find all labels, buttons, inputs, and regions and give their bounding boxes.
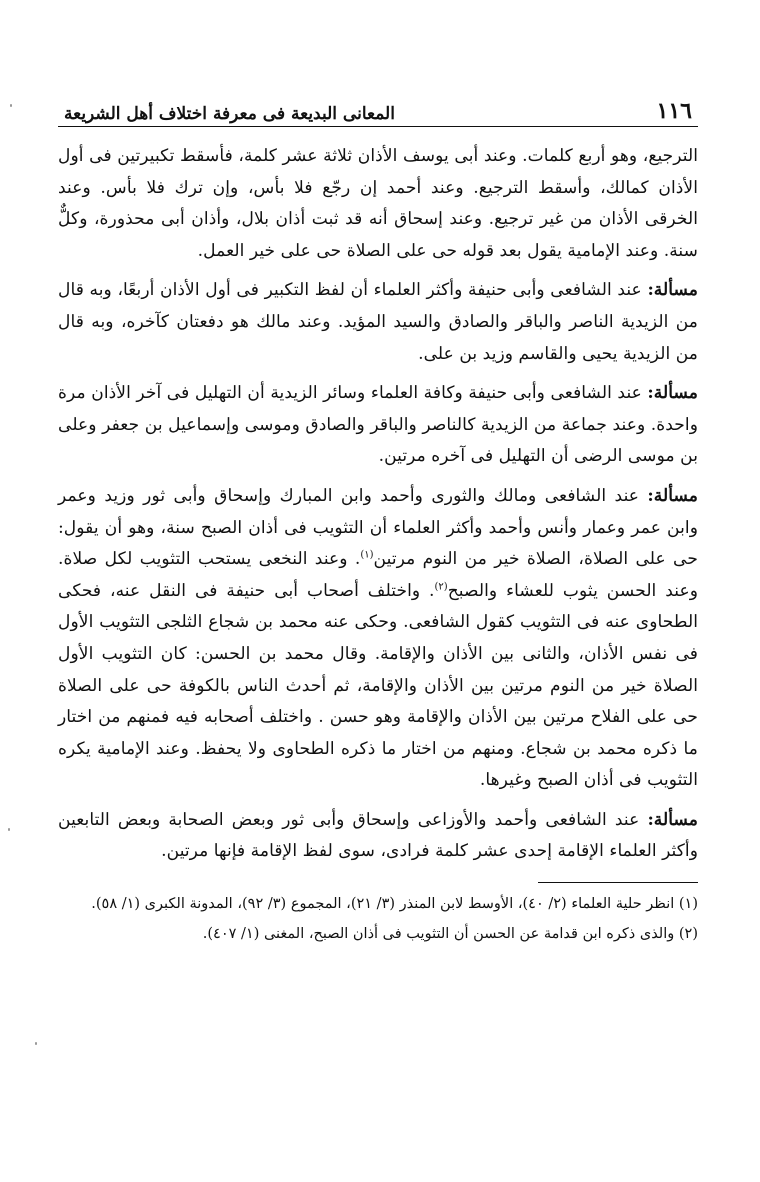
- issue-label: مسألة:: [647, 809, 699, 830]
- scan-speck: [8, 828, 10, 831]
- footnote-1: (١) انظر حلية العلماء (٢/ ٤٠)، الأوسط لابن المنذر (٣/ ٢١)، المجموع (٣/ ٩٢)، المدونة الكبرى (١/ ٥٨).: [91, 896, 698, 913]
- scan-speck: [35, 1042, 37, 1045]
- scan-speck: [10, 104, 12, 107]
- paragraph-5: [58, 805, 698, 868]
- footnote-ref-2[interactable]: (٢): [434, 580, 448, 592]
- issue-label: مسألة:: [647, 383, 698, 404]
- paragraph-text: . واختلف أصحاب أبى حنيفة فى النقل عنه، فحكى الطحاوى عنه فى التثويب كقول الشافعى. وحكى عنه محمد بن شجاع الثلجى التثويب الأول فى نفس الأذان، والثانى بين الأذان والإقامة. وقال محمد بن الحسن: كان التثويب الأول الصلاة خير من النوم مرتين بين الأذان والإقامة، ثم أحدث الناس بالكوفة حى على الصلاة حى على الفلاح مرتين بين الأذان والإقامة وهو حسن . واختلف أصحابه فيه فمنهم من اختار ما ذكره محمد بن شجاع. ومنهم من اختار ما ذكره الطحاوى ولا يحفظ. وعند الإمامية يكره التثويب فى أذان الصبح وغيرها.: [58, 580, 698, 791]
- book-page: [58, 88, 698, 951]
- footnote-separator: [538, 882, 698, 883]
- page-header: [58, 88, 698, 127]
- issue-label: مسألة:: [647, 280, 699, 301]
- paragraph-4: [58, 481, 698, 797]
- paragraph-text: عند الشافعى وأحمد والأوزاعى وإسحاق وأبى ثور وبعض الصحابة وبعض التابعين وأكثر العلماء الإقامة إحدى عشر كلمة فرادى، سوى لفظ الإقامة فإنها مرتين.: [58, 809, 698, 862]
- footnote-2: (٢) والذى ذكره ابن قدامة عن الحسن أن التثويب فى أذان الصبح، المغنى (١/ ٤٠٧).: [202, 926, 698, 943]
- page-body: [58, 141, 698, 868]
- paragraph-text: . وعند النخعى يستحب التثويب لكل صلاة. وعند الحسن يثوب للعشاء والصبح: [58, 549, 698, 601]
- paragraph-text: الترجيع، وهو أربع كلمات. وعند أبى يوسف الأذان ثلاثة عشر كلمة، فأسقط تكبيرتين فى أول الأذان كمالك، وأسقط الترجيع. وعند أحمد إن رجّع فلا بأس، وإن ترك فلا بأس. وعند الخرقى الأذان من غير ترجيع. وعند إسحاق أنه قد ثبت أذان بلال، وأذان أبى محذورة، وكلٌّ سنة. وعند الإمامية يقول بعد قوله حى على الصلاة حى على خير العمل.: [58, 146, 698, 261]
- paragraph-3: [58, 378, 698, 473]
- paragraph-text: عند الشافعى وأبى حنيفة وأكثر العلماء أن لفظ التكبير فى أول الأذان أربعًا، وبه قال من الزيدية الناصر والباقر والصادق والسيد المؤيد. وعند مالك هو دفعتان كآخره، وبه قال من الزيدية يحيى والقاسم وزيد بن على.: [58, 280, 698, 364]
- paragraph-text: عند الشافعى ومالك والثورى وأحمد وابن المبارك وإسحاق وأبى ثور وزيد وعمر وابن عمر وعمار وأنس وأحمد وأكثر العلماء أن التثويب فى أذان الصبح سنة، وهو أن يقول: حى على الصلاة، الصلاة خير من النوم مرتين: [58, 485, 698, 570]
- paragraph-1: [58, 141, 698, 267]
- footnotes: [58, 891, 698, 947]
- footnote-ref-1[interactable]: (١): [360, 549, 374, 561]
- paragraph-2: [58, 275, 698, 370]
- page-number: ١١٦: [656, 98, 692, 124]
- paragraph-text: عند الشافعى وأبى حنيفة وكافة العلماء وسائر الزيدية أن التهليل فى آخر الأذان مرة واحدة. وعند جماعة من الزيدية كالناصر والباقر والصادق وموسى وإسماعيل بن جعفر وعلى بن موسى الرضى أن التهليل فى آخره مرتين.: [58, 383, 698, 467]
- running-title: المعانى البديعة فى معرفة اختلاف أهل الشريعة: [64, 104, 395, 124]
- issue-label: مسألة:: [647, 485, 698, 506]
